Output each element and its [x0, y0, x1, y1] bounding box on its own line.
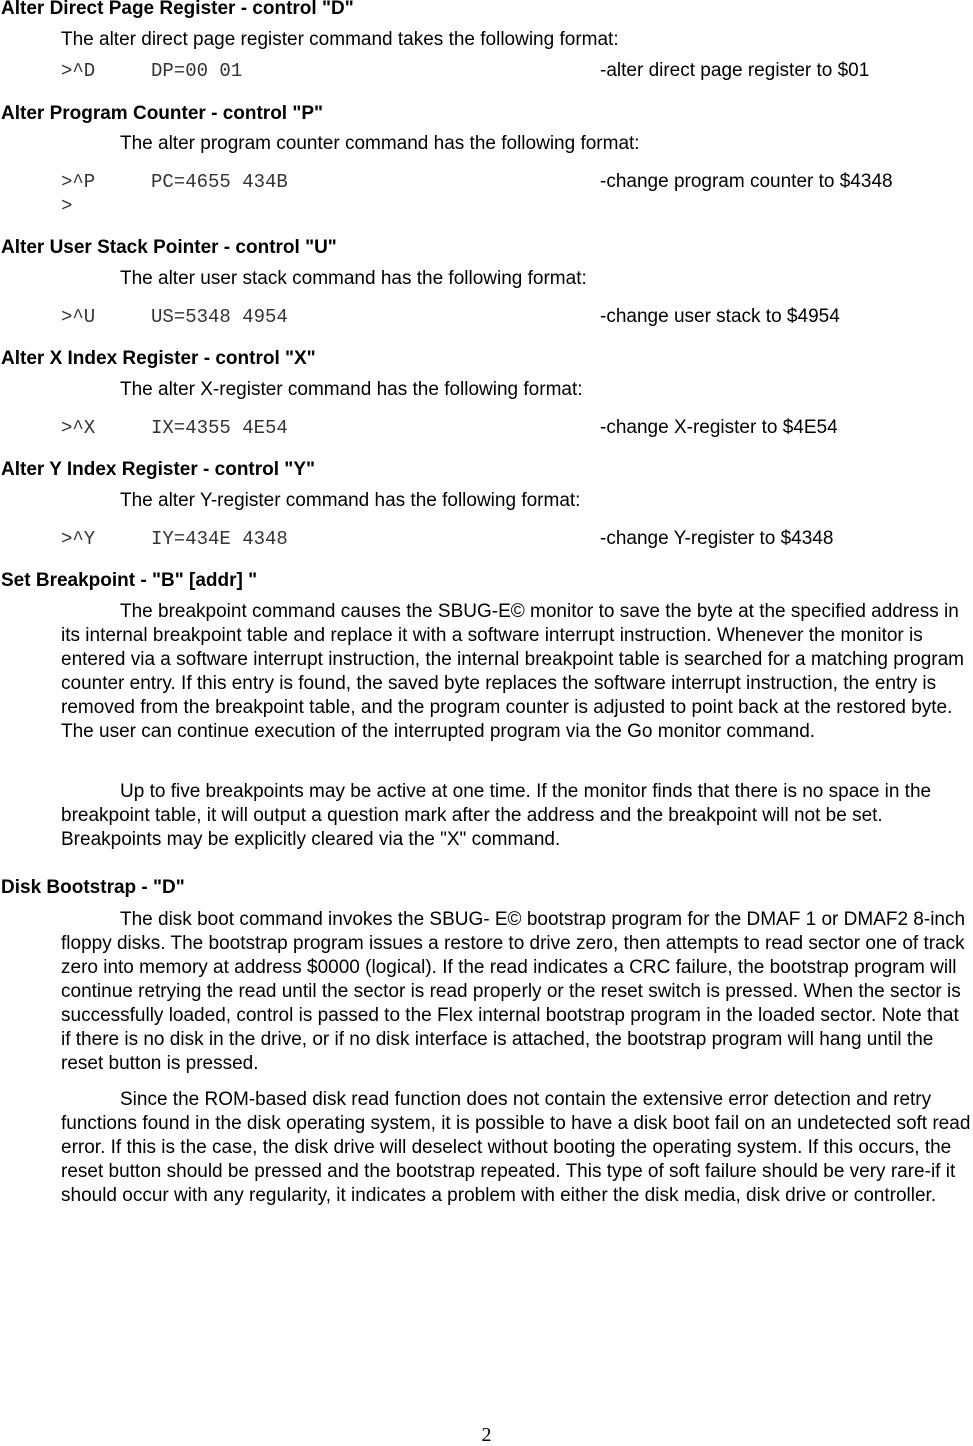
command-output: IY=434E 4348	[151, 528, 288, 550]
command-keys: >^X	[61, 417, 96, 439]
command-keys: >^P	[61, 171, 96, 193]
disk-bootstrap-paragraph-1: The disk boot command invokes the SBUG- E© bootstrap program for the DMAF 1 or DMAF2 8-inch floppy disks. The bootstrap program issues a restore to drive zero, then attempts to read sector one of track zero into memory at address $0000 (logical). If the read indicates a CRC failure, the bootstrap program will continue retrying the read until the sector is read properly or the reset switch is pressed. When the sector is successfully loaded, control is passed to the Flex internal bootstrap program in the loaded sector. Note that if there is no disk in the drive, or if no disk interface is attached, the bootstrap program will hang until the reset button is pressed.	[61, 909, 966, 1074]
command-line-program-counter	[61, 171, 961, 193]
disk-bootstrap-paragraph-2: Since the ROM-based disk read function does not contain the extensive error detection and retry functions found in the disk operating system, it is possible to have a disk boot fail on an undetected soft read error. If this is the case, the disk drive will deselect without booting the operating system. If this occurs, the reset button should be pressed and the bootstrap repeated. This type of soft failure should be very rare-if it should occur with any regularity, it indicates a problem with either the disk media, disk drive or controller.	[61, 1089, 971, 1206]
command-line-x-register	[61, 417, 961, 439]
command-output: IX=4355 4E54	[151, 417, 288, 439]
section-heading-breakpoint: Set Breakpoint - "B" [addr] "	[1, 570, 258, 591]
command-output: US=5348 4954	[151, 306, 288, 328]
section-heading-user-stack: Alter User Stack Pointer - control "U"	[1, 237, 337, 258]
command-output: PC=4655 434B	[151, 171, 288, 193]
command-description: -change user stack to $4954	[600, 306, 840, 327]
command-description: -change X-register to $4E54	[600, 417, 838, 438]
section-intro-program-counter: The alter program counter command has the following format:	[120, 133, 640, 154]
section-heading-direct-page: Alter Direct Page Register - control "D"	[1, 0, 354, 19]
section-heading-program-counter: Alter Program Counter - control "P"	[1, 103, 324, 124]
breakpoint-paragraph-2: Up to five breakpoints may be active at one time. If the monitor finds that there is no space in the breakpoint table, it will output a question mark after the address and the breakpoint will not be set. Breakpoints may be explicitly cleared via the "X" command.	[61, 781, 932, 850]
page-number: 2	[481, 1424, 492, 1446]
command-prompt-line	[61, 195, 961, 217]
command-keys: >^U	[61, 306, 96, 328]
section-intro-direct-page: The alter direct page register command takes the following format:	[61, 29, 619, 50]
breakpoint-paragraph-1: The breakpoint command causes the SBUG-E© monitor to save the byte at the specified address in its internal breakpoint table and replace it with a software interrupt instruction. Whenever the monitor is entered via a software interrupt instruction, the internal breakpoint table is searched for a matching program counter entry. If this entry is found, the saved byte replaces the software interrupt instruction, the entry is removed from the breakpoint table, and the program counter is adjusted to point back at the restored byte. The user can continue execution of the interrupted program via the Go monitor command.	[61, 601, 964, 742]
command-description: -change Y-register to $4348	[600, 528, 834, 549]
section-heading-y-register: Alter Y Index Register - control "Y"	[1, 459, 316, 480]
section-intro-y-register: The alter Y-register command has the following format:	[120, 490, 581, 511]
section-intro-x-register: The alter X-register command has the following format:	[120, 379, 583, 400]
command-prompt: >	[61, 195, 73, 217]
command-keys: >^Y	[61, 528, 96, 550]
command-line-user-stack	[61, 306, 961, 328]
command-keys: >^D	[61, 60, 96, 82]
command-description: -change program counter to $4348	[600, 171, 893, 192]
section-heading-x-register: Alter X Index Register - control "X"	[1, 348, 316, 369]
command-line-direct-page	[61, 60, 961, 82]
section-heading-disk-bootstrap: Disk Bootstrap - "D"	[1, 877, 185, 898]
command-output: DP=00 01	[151, 60, 243, 82]
section-intro-user-stack: The alter user stack command has the following format:	[120, 268, 587, 289]
command-description: -alter direct page register to $01	[600, 60, 870, 81]
command-line-y-register	[61, 528, 961, 550]
